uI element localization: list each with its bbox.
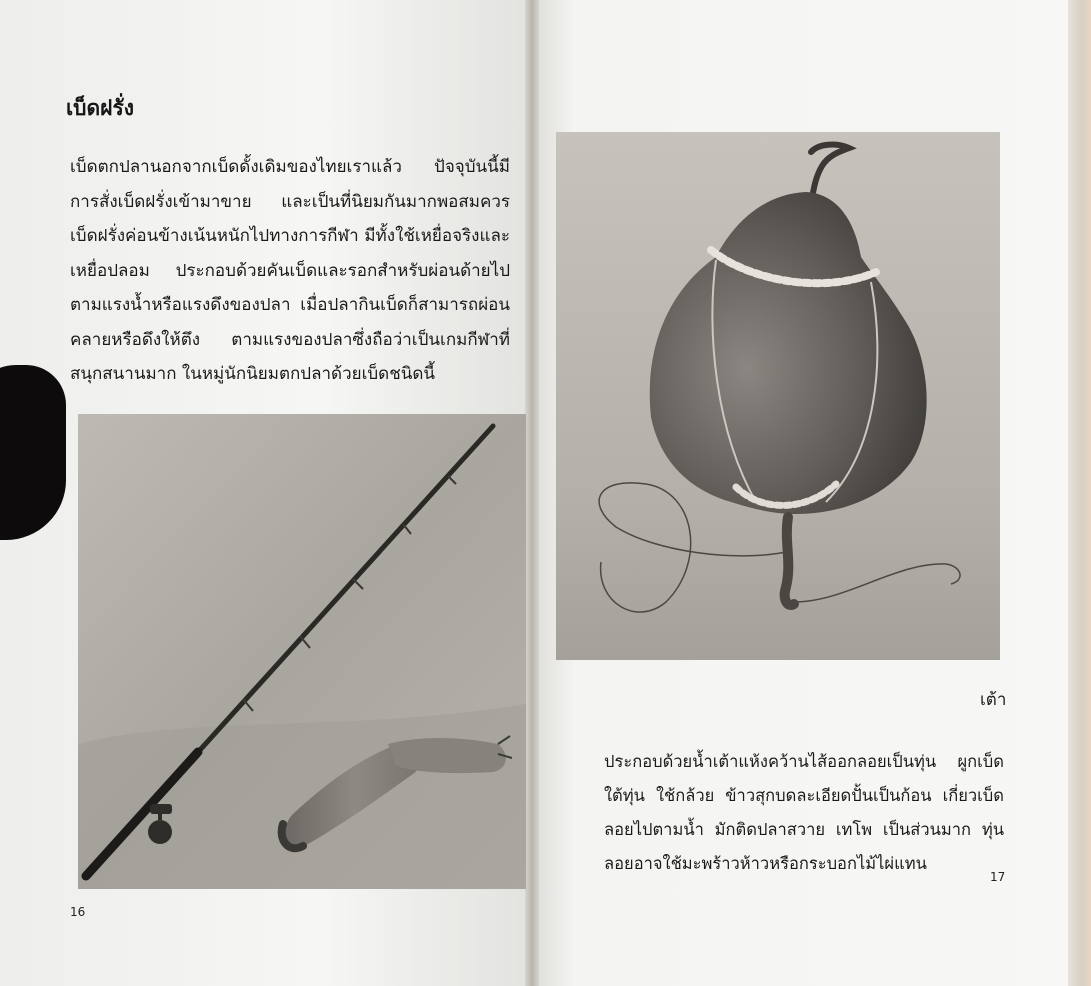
book-gutter [525,0,539,986]
photo-caption: เต้า [980,690,1007,710]
left-paragraph: เบ็ดตกปลานอกจากเบ็ดดั้งเดิมของไทยเราแล้ว ปัจจุบันนี้มีการสั่งเบ็ดฝรั่งเข้ามาขาย และเป็นที่นิยมกันมากพอสมควร เบ็ดฝรั่งค่อนข้างเน้นหนักไปทางการกีฬา มีทั้งใช้เหยื่อจริงและเหยื่อปลอม ประกอบด้วยคันเบ็ดและรอกสำหรับผ่อนด้ายไปตามแรงน้ำหรือแรงดึงของปลา เมื่อปลากินเบ็ดก็สามารถผ่อนคลายหรือดึงให้ตึง ตามแรงของปลาซึ่งถือว่าเป็นเกมกีฬาที่สนุกสนานมาก ในหมู่นักนิยมตกปลาด้วยเบ็ดชนิดนี้ [70,157,510,384]
right-paragraph: ประกอบด้วยน้ำเต้าแห้งคว้านไส้ออกลอยเป็นทุ่น ผูกเบ็ดใต้ทุ่น ใช้กล้วย ข้าวสุกบดละเอียดปั้นเป็นก้อน เกี่ยวเบ็ดลอยไปตามน้ำ มักติดปลาสวาย เทโพ เป็นส่วนมาก ทุ่นลอยอาจใช้มะพร้าวห้าวหรือกระบอกไม้ไผ่แทน [604,752,1004,873]
page-number-right: 17 [990,870,1006,884]
page-number-left: 16 [70,905,86,919]
page-edges [1068,0,1091,986]
section-heading: เบ็ดฝรั่ง [66,96,134,120]
gourd-float-photo [556,132,1000,660]
fishing-rod-photo [78,414,526,889]
reel [148,804,172,844]
